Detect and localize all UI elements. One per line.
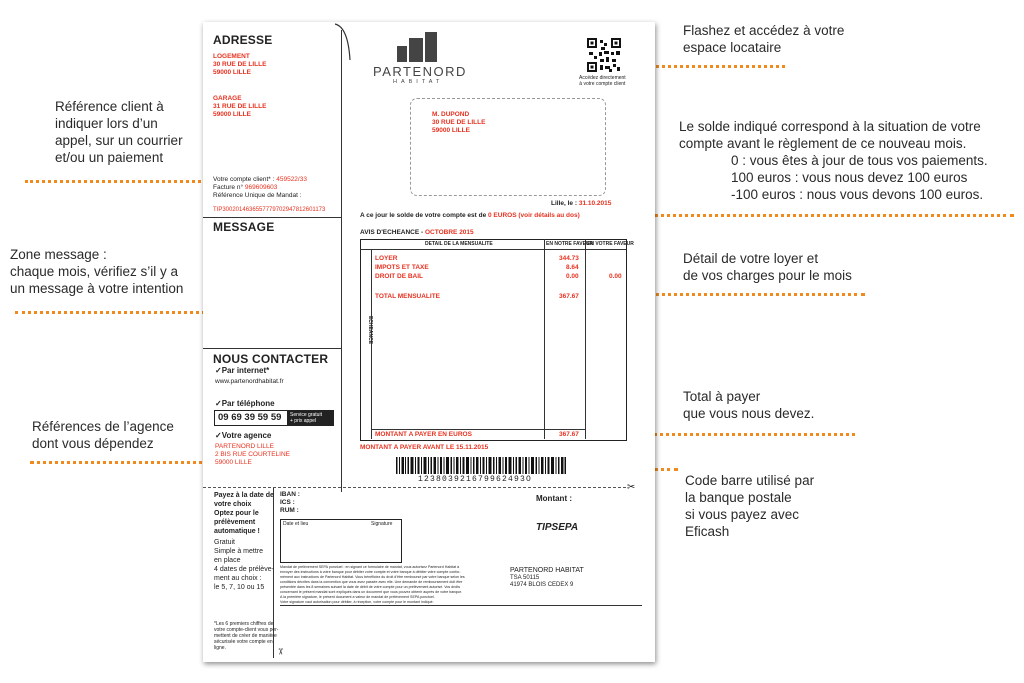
dots-total: [625, 433, 855, 436]
internet-url[interactable]: www.partenordhabitat.fr: [215, 378, 284, 385]
total-mensualite-value: 367.67: [559, 293, 579, 300]
separator-contact: [203, 348, 341, 349]
qr-code-icon[interactable]: [587, 38, 621, 72]
note-detail-loyer: Détail de votre loyer et de vos charges pour le mois: [683, 251, 852, 283]
payez-detail: Gratuit Simple à mettre en place 4 dates de prélève- ment au choix : le 5, 7, 10 ou 15: [214, 539, 274, 591]
header-notre-faveur: EN NOTRE FAVEUR: [546, 241, 594, 247]
note-espace-locataire: Flashez et accédez à votre espace locataire: [683, 23, 845, 55]
contact-title: NOUS CONTACTER: [213, 352, 329, 366]
payez-block: Payez à la date de votre choix Optez pour le prélèvement automatique !: [214, 492, 274, 535]
message-title: MESSAGE: [213, 220, 275, 234]
montant-label: MONTANT A PAYER EN EUROS: [375, 431, 472, 438]
adresse-title: ADRESSE: [213, 33, 273, 47]
montant-value: 367.67: [559, 431, 579, 438]
left-column-border: [341, 30, 342, 492]
avis-echeance: AVIS D'ECHEANCE - OCTOBRE 2015: [360, 229, 474, 236]
telephone-badge: Service gratuit + prix appel: [287, 411, 333, 425]
ics-label: ICS :: [280, 499, 295, 506]
tipsepa-logo: TIPSEPA: [536, 522, 579, 533]
date-lieu-label: Date et lieu: [283, 521, 309, 527]
mandat-reference-label: Référence Unique de Mandat :: [213, 192, 302, 199]
agence-label: ✓Votre agence: [215, 431, 272, 440]
header-votre-faveur: EN VOTRE FAVEUR: [587, 241, 634, 247]
barcode-icon[interactable]: [396, 457, 566, 474]
dots-reference: [25, 180, 213, 183]
dots-detail: [625, 293, 865, 296]
telephone-box: [214, 410, 334, 426]
garage-block: GARAGE 31 RUE DE LILLE 59000 LILLE: [213, 95, 267, 118]
mandat-text: Mandat de prélèvement SEPA ponctuel : en signant ce formulaire de mandat, vous autorisez Partenord Habitat à envoyer des instructions à votre banque pour débiter votre compte et votre banque à débiter votre compte confor- mément aux instructions de Partenord Habitat. Vous bénéficiez du droit d'être remboursé par votre banque selon les conditions décrites dans la convention que vous avez passée avec elle. Une demande de remboursement doit être présentée dans les 8 semaines suivant la date de débit de votre compte pour un prélèvement autorisé. Vos droits concernant le présent mandat sont expliqués dans un document que vous pouvez obtenir auprès de votre banque. A la première signature, le présent document a valeur de mandat de prélèvement SEPA ponctuel. Votre signature vaut autorisation pour débiter, à réception, votre compte pour le montant indiqué.: [280, 565, 465, 604]
footnote: *Les 6 premiers chiffres de votre compte-client vous per- mettent de créer de manière sécurisée votre compte en ligne.: [214, 621, 279, 651]
note-code-barre: Code barre utilisé par la banque postale si vous payez avec Eficash: [685, 473, 815, 539]
note-total: Total à payer que vous nous devez.: [683, 389, 815, 421]
scissors-bottom-icon: ✂: [275, 647, 286, 656]
dots-agence: [30, 461, 216, 464]
barcode-number: 123803921679962493O: [418, 475, 533, 484]
date-line: Lille, le : 31.10.2015: [551, 200, 612, 207]
montant-slip-label: Montant :: [536, 494, 572, 503]
compte-client: Votre compte client* : 459522/33: [213, 176, 307, 183]
logement-block: LOGEMENT 30 RUE DE LILLE 59000 LILLE: [213, 53, 267, 76]
dots-message: [15, 311, 205, 314]
montant-avant: MONTANT A PAYER AVANT LE 15.11.2015: [360, 444, 489, 451]
total-mensualite-label: TOTAL MENSUALITE: [375, 293, 440, 300]
dots-solde: [600, 214, 1014, 217]
partenord-logo-icon: [397, 32, 441, 62]
header-detail: DETAIL DE LA MENSUALITE: [425, 241, 493, 247]
internet-label: ✓Par internet*: [215, 366, 270, 375]
rum-label: RUM :: [280, 507, 299, 514]
agence-address: PARTENORD LILLE 2 BIS RUE COURTELINE 59000 LILLE: [215, 443, 291, 466]
rent-notice-document: ADRESSE LOGEMENT 30 RUE DE LILLE 59000 LILLE GARAGE 31 RUE DE LILLE 59000 LILLE Votre compte client* : 459522/33 Facture n° 969609603 Référence Unique de Mandat : TIP3002014636557779702947812601173 MESSAGE NOUS CONTACTER ✓Par internet* www.partenordhabitat.fr ✓Par téléphone 09 69 39 59 59 Service gratuit + prix appel ✓Votre agence PARTENORD LILLE 2 BIS RUE COURTELINE 59000 LILLE PARTENORD HABITAT Accédez directement à votre compte client M. DUPOND 30 RUE DE LILLE 59000 LILLE Lille, le : 31.10.2015 A ce jour le solde de votre compte est de 0 EUROS (voir détails au dos) AVIS D'ECHEANCE - OCTOBRE 2015 DETAIL DE LA MENSUALITE EN NOTRE FAVEUR EN VOTRE FAVEUR ECHEANCE LOYER 344.73 IMPOTS ET TAXE 8.64 DROIT DE BAIL 0.00 0.00 TOTAL MENSUALITE 367.67 MONTANT A PAYER EN EUROS 367.67 MONTANT A PAYER AVANT LE 15.11.2015 123803921679962493O ✂ Payez à la date de votre choix Optez pour le prélèvement automatique ! Gratuit Simple à mettre en place 4 dates de prélève- ment au choix : le 5, 7, 10 ou 15 *Les 6 premiers chiffres de votre compte-client vous per- mettent de créer de manière sécurisée votre compte en ligne. ✂ IBAN : ICS : RUM : Montant : TIPSEPA Date et lieu Signature Mandat de prélèvement SEPA ponctuel : en signant ce formulaire de mandat, vous autorisez Partenord Habitat à envoyer des instructions à votre banque pour débiter votre compte et votre banque à débiter votre compte confor- mément aux instructions de Partenord Habitat. Vous bénéficiez du droit d'être remboursé par votre banque selon les conditions décrites dans la convention que vous avez passée avec elle. Une demande de remboursement doit être présentée dans les 8 semaines suivant la date de débit de votre compte pour un prélèvement autorisé. Vos droits concernant le présent mandat sont expliqués dans un document que vous pouvez obtenir auprès de votre banque. A la première signature, le présent document a valeur de mandat de prélèvement SEPA ponctuel. Votre signature vaut autorisation pour débiter, à réception, votre compte pour le montant indiqué. PARTENORD HABITAT TSA 50115 41974 BLOIS CEDEX 9: [203, 22, 655, 662]
recipient-address: M. DUPOND 30 RUE DE LILLE 59000 LILLE: [432, 111, 486, 134]
telephone-label: ✓Par téléphone: [215, 399, 275, 408]
facture-number: Facture n° 969609603: [213, 184, 278, 191]
signature-label: Signature: [371, 521, 393, 527]
logo-sub: HABITAT: [393, 79, 444, 85]
scissors-icon: ✂: [627, 482, 636, 493]
note-solde: Le solde indiqué correspond à la situation de votre compte avant le règlement de ce nouveau mois. 0 : vous êtes à jour de tous vos paiements. 100 euros : vous nous devez 100 euros -100 euros : nous vous devons 100 euros.: [679, 119, 988, 202]
qr-caption: Accédez directement à votre compte client: [579, 75, 626, 87]
echeance-side-label: ECHEANCE: [367, 315, 374, 345]
note-reference-client: Référence client à indiquer lors d’un appel, sur un courrier et/ou un paiement: [55, 99, 183, 165]
note-agence: Références de l’agence dont vous dépendez: [32, 419, 174, 451]
solde-line: A ce jour le solde de votre compte est de 0 EUROS (voir détails au dos): [360, 212, 580, 219]
slip-bottom-line: [280, 605, 642, 606]
creditor-address: PARTENORD HABITAT TSA 50115 41974 BLOIS CEDEX 9: [510, 567, 584, 588]
logo-name: PARTENORD: [373, 64, 467, 79]
note-zone-message: Zone message : chaque mois, vérifiez s’il y a un message à votre intention: [10, 247, 184, 296]
iban-label: IBAN :: [280, 491, 300, 498]
mandat-reference-value: TIP3002014636557779702947812601173: [213, 207, 326, 213]
column-curve: [333, 22, 353, 62]
telephone-number[interactable]: 09 69 39 59 59: [218, 412, 282, 423]
separator-message: [203, 217, 341, 218]
cut-line: [203, 487, 626, 488]
